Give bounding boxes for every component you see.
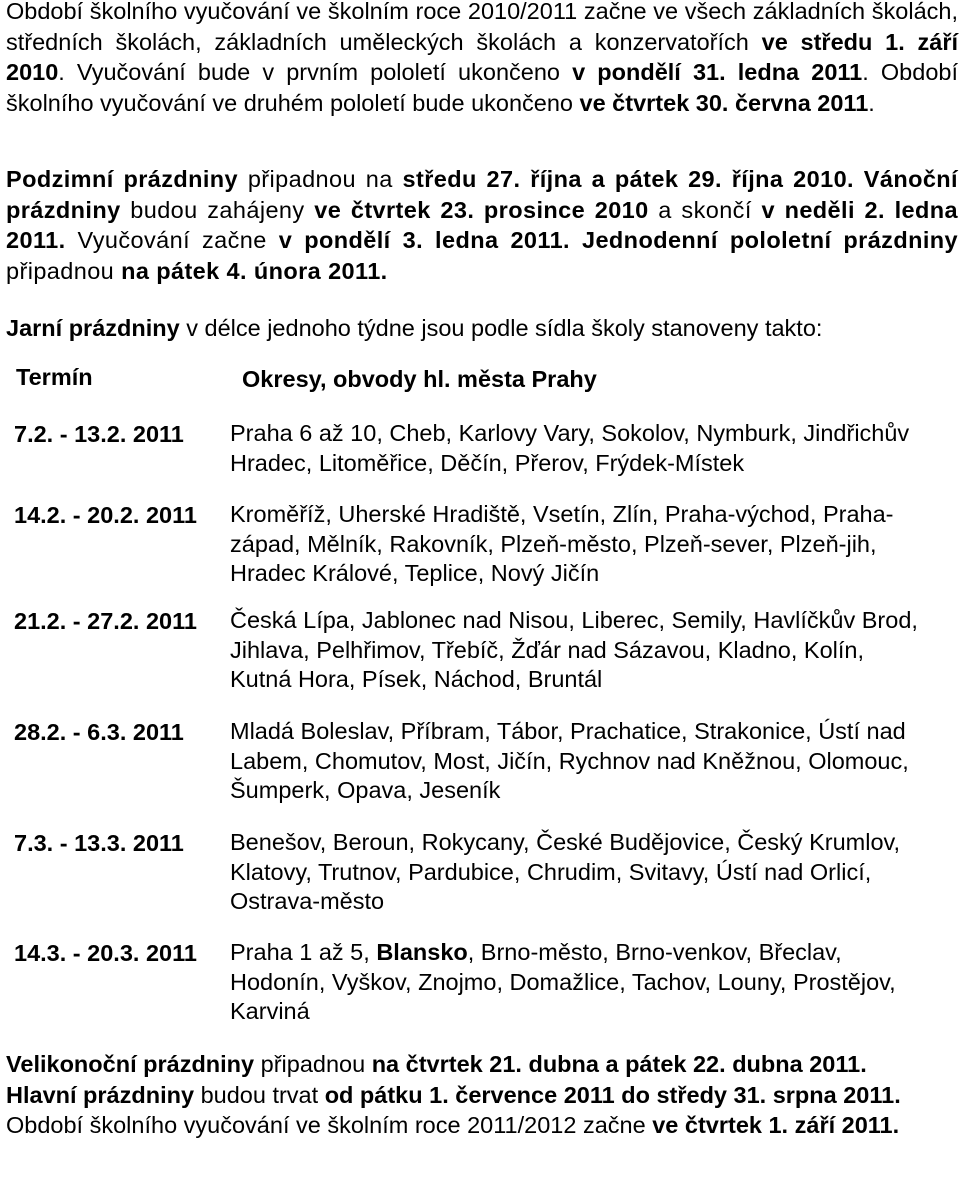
row-districts: Mladá Boleslav, Příbram, Tábor, Prachatice, Strakonice, Ústí nad Labem, Chomutov, Most, Jičín, Rychnov nad Kněžnou, Olomouc, Šumperk, Opava, Jeseník	[230, 718, 909, 803]
paragraph-text: Vyučování začne	[65, 227, 279, 253]
districts-text: Praha 1 až 5,	[230, 939, 377, 965]
paragraph-text: a skončí	[648, 196, 762, 223]
paragraph-text: v délce jednoho týdne jsou podle sídla školy stanoveny takto:	[179, 315, 823, 341]
row-districts: Praha 6 až 10, Cheb, Karlovy Vary, Sokolov, Nymburk, Jindřichův Hradec, Litoměřice, Děčín, Přerov, Frýdek-Místek	[230, 420, 910, 476]
paragraph-text: připadnou na	[238, 166, 403, 192]
row-districts	[230, 938, 930, 1027]
row-term: 14.2. - 20.2. 2011	[14, 502, 197, 528]
school-year-paragraph	[6, 0, 958, 118]
paragraph-text: budou trvat	[194, 1081, 325, 1108]
christmas-end-date: v neděli 2. ledna 2011.	[6, 196, 959, 253]
start-date: ve středu 1. září 2010	[6, 28, 959, 85]
paragraph-text: .	[868, 89, 875, 116]
row-districts: Česká Lípa, Jablonec nad Nisou, Liberec, Semily, Havlíčkův Brod, Jihlava, Pelhřimov, Třebíč, Žďár nad Sázavou, Kladno, Kolín, Kutná Hora, Písek, Náchod, Bruntál	[230, 607, 918, 692]
paragraph-text: . Období školního vyučování ve druhém pololetí bude ukončeno	[6, 59, 958, 116]
christmas-start-date: ve čtvrtek 23. prosince 2010	[314, 196, 649, 223]
row-term: 28.2. - 6.3. 2011	[14, 719, 184, 745]
autumn-holidays-label: Podzimní prázdniny	[6, 166, 239, 192]
paragraph-text: budou zahájeny	[120, 196, 315, 223]
summer-line	[6, 1080, 958, 1111]
easter-line	[6, 1049, 958, 1080]
next-year-start-date: ve čtvrtek 1. září 2011.	[652, 1112, 900, 1138]
half-term-holiday-date: na pátek 4. února 2011.	[121, 257, 388, 284]
easter-dates: na čtvrtek 21. dubna a pátek 22. dubna 2011.	[371, 1051, 867, 1077]
row-term: 7.2. - 13.2. 2011	[14, 421, 184, 447]
paragraph-text: připadnou	[6, 257, 122, 284]
table-header-districts: Okresy, obvody hl. města Prahy	[242, 366, 597, 392]
first-term-end-date: v pondělí 31. ledna 2011	[572, 59, 863, 85]
spring-holidays-label: Jarní prázdniny	[6, 315, 180, 341]
next-year-line	[6, 1110, 958, 1141]
summer-dates: od pátku 1. července 2011 do středy 31. srpna 2011.	[324, 1081, 901, 1108]
second-term-end-date: ve čtvrtek 30. června 2011	[579, 89, 869, 116]
autumn-dates: středu 27. října a pátek 29. října 2010. Vánoční prázdniny	[6, 166, 958, 223]
paragraph-text: připadnou	[254, 1051, 372, 1077]
row-term: 7.3. - 13.3. 2011	[14, 830, 184, 856]
table-header-term: Termín	[16, 364, 93, 390]
districts-bold-text: Blansko	[376, 939, 468, 965]
row-term: 14.3. - 20.3. 2011	[14, 940, 197, 966]
closing-paragraph	[6, 1049, 958, 1141]
spring-holidays-intro	[6, 313, 958, 344]
row-districts: Benešov, Beroun, Rokycany, České Budějovice, Český Krumlov, Klatovy, Trutnov, Pardubice, Chrudim, Svitavy, Ústí nad Orlicí, Ostrava-město	[230, 829, 901, 914]
holidays-paragraph	[6, 164, 958, 286]
paragraph-text: Období školního vyučování ve školním roce 2011/2012 začne	[6, 1112, 653, 1138]
row-term: 21.2. - 27.2. 2011	[14, 608, 197, 634]
districts-text: , Brno-město, Brno-venkov, Břeclav, Hodonín, Vyškov, Znojmo, Domažlice, Tachov, Louny, Prostějov, Karviná	[230, 939, 896, 1024]
row-districts: Kroměříž, Uherské Hradiště, Vsetín, Zlín, Praha-východ, Praha-západ, Mělník, Rakovník, Plzeň-město, Plzeň-sever, Plzeň-jih, Hradec Králové, Teplice, Nový Jičín	[230, 501, 894, 586]
summer-holidays-label: Hlavní prázdniny	[6, 1081, 195, 1108]
easter-holidays-label: Velikonoční prázdniny	[6, 1051, 255, 1077]
paragraph-text: . Vyučování bude v prvním pololetí ukončeno	[58, 59, 573, 85]
paragraph-text: Období školního vyučování ve školním roce 2010/2011 začne ve všech základních školách, středních školách, základních uměleckých školách a konzervatořích	[6, 0, 958, 55]
school-resume-date: v pondělí 3. ledna 2011. Jednodenní pololetní prázdniny	[278, 227, 958, 253]
